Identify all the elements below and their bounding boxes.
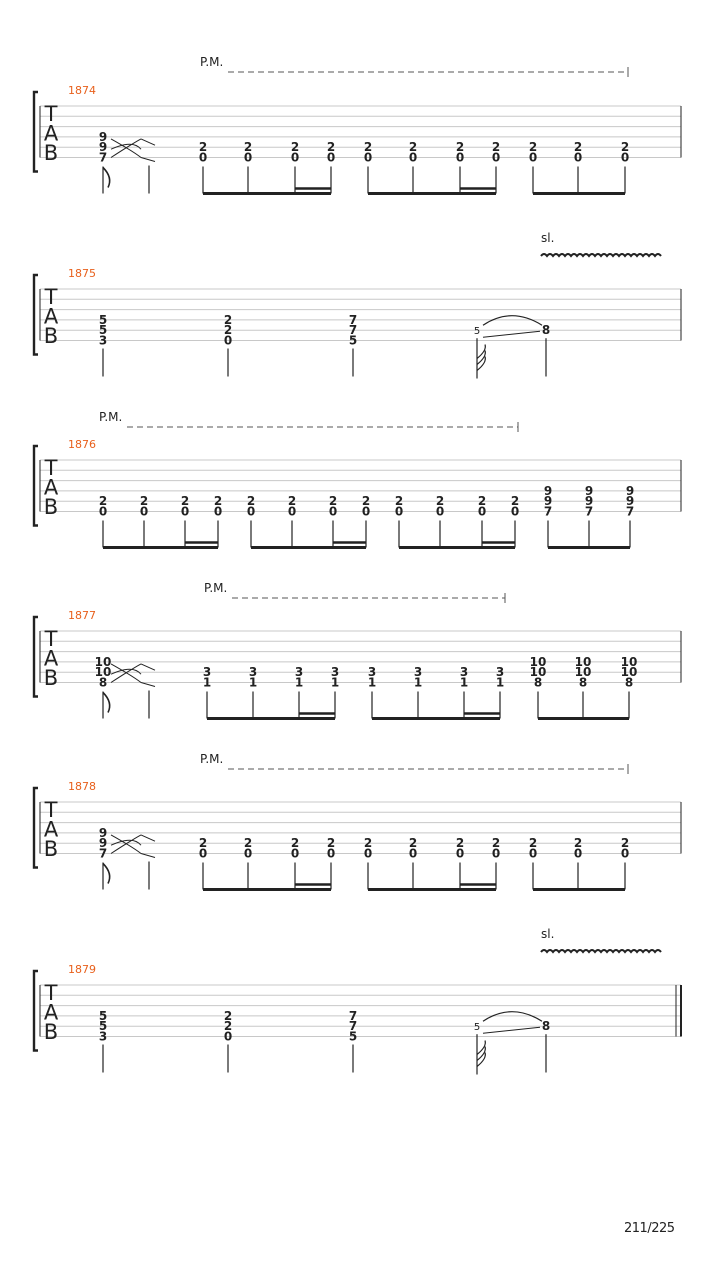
tab-clef-letter: T — [44, 627, 58, 651]
fret-number: 10 — [94, 654, 112, 669]
fret-number: 2 — [180, 494, 190, 509]
fret-number: 2 — [394, 494, 404, 509]
fret-number: 2 — [491, 836, 501, 851]
fret-number: 5 — [473, 326, 481, 338]
fret-number: 9 — [543, 494, 553, 509]
fret-number: 3 — [98, 333, 108, 348]
fret-number: 9 — [543, 483, 553, 498]
tab-clef-letter: B — [43, 666, 59, 690]
fret-number: 0 — [510, 504, 520, 519]
fret-number: 2 — [328, 494, 338, 509]
tab-system — [34, 581, 681, 719]
fret-number: 2 — [223, 1019, 233, 1034]
fret-number: 2 — [243, 836, 253, 851]
slide-tail — [141, 158, 155, 162]
slide-tail — [141, 835, 155, 841]
fret-number: 10 — [574, 654, 592, 669]
fret-number: 7 — [98, 846, 108, 861]
system-bracket — [34, 788, 38, 868]
fret-number: 2 — [455, 836, 465, 851]
fret-number: 8 — [624, 675, 634, 690]
fret-number: 3 — [98, 1029, 108, 1044]
fret-number: 7 — [98, 150, 108, 165]
tab-clef-letter: B — [43, 837, 59, 861]
fret-number: 0 — [361, 504, 371, 519]
measure-number: 1875 — [68, 267, 96, 280]
fret-number: 3 — [294, 665, 304, 680]
fret-number: 8 — [541, 323, 551, 338]
fret-number: 0 — [213, 504, 223, 519]
fret-number: 8 — [541, 1019, 551, 1034]
fret-number: 0 — [198, 846, 208, 861]
fret-number: 2 — [223, 312, 233, 327]
fret-number: 5 — [98, 1008, 108, 1023]
tab-clef-letter: T — [44, 798, 58, 822]
fret-number: 2 — [408, 140, 418, 155]
fret-number: 2 — [528, 836, 538, 851]
slide-tail — [141, 854, 155, 858]
fret-number: 9 — [98, 140, 108, 155]
measure-number: 1878 — [68, 780, 96, 793]
fret-number: 5 — [348, 1029, 358, 1044]
fret-number: 10 — [620, 665, 638, 680]
slide-tail — [141, 139, 155, 145]
fret-number: 2 — [223, 323, 233, 338]
fret-number: 10 — [94, 665, 112, 680]
fret-number: 3 — [367, 665, 377, 680]
fret-number: 2 — [528, 140, 538, 155]
fret-number: 0 — [620, 846, 630, 861]
fret-number: 9 — [98, 836, 108, 851]
fret-number: 10 — [620, 654, 638, 669]
fret-number: 0 — [528, 150, 538, 165]
fret-number: 1 — [248, 675, 258, 690]
measure-number: 1874 — [68, 84, 96, 97]
vibrato-wave — [541, 950, 661, 952]
fret-number: 0 — [573, 150, 583, 165]
fret-number: 7 — [348, 312, 358, 327]
fret-number: 0 — [326, 846, 336, 861]
system-bracket — [34, 617, 38, 697]
tab-system — [34, 927, 681, 1075]
fret-number: 1 — [330, 675, 340, 690]
palm-mute-label: P.M. — [200, 752, 224, 766]
tab-system — [34, 752, 681, 890]
tab-clef-letter: T — [44, 285, 58, 309]
fret-number: 2 — [326, 836, 336, 851]
fret-number: 3 — [495, 665, 505, 680]
fret-number: 7 — [625, 504, 635, 519]
fret-number: 0 — [620, 150, 630, 165]
tab-clef-letter: A — [43, 646, 59, 671]
fret-number: 10 — [574, 665, 592, 680]
fret-number: 9 — [584, 483, 594, 498]
note-flag — [103, 168, 110, 188]
fret-number: 0 — [363, 846, 373, 861]
fret-number: 5 — [98, 312, 108, 327]
tab-system — [34, 410, 681, 548]
fret-number: 2 — [477, 494, 487, 509]
note-flag — [103, 693, 110, 713]
tab-system — [34, 231, 681, 379]
fret-number: 7 — [348, 323, 358, 338]
vibrato-wave — [541, 254, 661, 256]
fret-number: 0 — [290, 150, 300, 165]
tab-clef-letter: A — [43, 304, 59, 329]
tab-clef-letter: B — [43, 495, 59, 519]
fret-number: 0 — [243, 150, 253, 165]
fret-number: 2 — [620, 140, 630, 155]
fret-number: 2 — [510, 494, 520, 509]
fret-number: 9 — [98, 825, 108, 840]
fret-number: 8 — [578, 675, 588, 690]
fret-number: 3 — [202, 665, 212, 680]
palm-mute-label: P.M. — [200, 55, 224, 69]
fret-number: 3 — [248, 665, 258, 680]
tab-clef-letter: B — [43, 141, 59, 165]
measure-number: 1877 — [68, 609, 96, 622]
fret-number: 1 — [459, 675, 469, 690]
fret-number: 9 — [625, 483, 635, 498]
fret-number: 0 — [363, 150, 373, 165]
fret-number: 2 — [287, 494, 297, 509]
fret-number: 2 — [213, 494, 223, 509]
fret-number: 3 — [413, 665, 423, 680]
slur-tie — [483, 1012, 542, 1022]
system-bracket — [34, 275, 38, 355]
fret-number: 7 — [543, 504, 553, 519]
fret-number: 0 — [246, 504, 256, 519]
fret-number: 3 — [330, 665, 340, 680]
slide-line — [483, 331, 540, 337]
fret-number: 0 — [408, 846, 418, 861]
page-number: 211/225 — [624, 1221, 675, 1236]
system-bracket — [34, 446, 38, 526]
fret-number: 0 — [455, 150, 465, 165]
fret-number: 2 — [290, 836, 300, 851]
fret-number: 10 — [529, 665, 547, 680]
fret-number: 2 — [198, 836, 208, 851]
fret-number: 0 — [528, 846, 538, 861]
slur-tie — [483, 316, 542, 326]
fret-number: 9 — [98, 129, 108, 144]
fret-number: 0 — [394, 504, 404, 519]
slide-line — [483, 1027, 540, 1033]
fret-number: 2 — [573, 140, 583, 155]
fret-number: 2 — [243, 140, 253, 155]
fret-number: 0 — [243, 846, 253, 861]
fret-number: 0 — [180, 504, 190, 519]
tab-clef-letter: T — [44, 102, 58, 126]
fret-number: 2 — [455, 140, 465, 155]
tab-clef-letter: A — [43, 121, 59, 146]
fret-number: 2 — [408, 836, 418, 851]
fret-number: 0 — [491, 150, 501, 165]
palm-mute-label: P.M. — [204, 581, 228, 595]
fret-number: 0 — [573, 846, 583, 861]
palm-mute-label: P.M. — [99, 410, 123, 424]
fret-number: 0 — [328, 504, 338, 519]
tab-clef-letter: B — [43, 1020, 59, 1044]
fret-number: 1 — [202, 675, 212, 690]
fret-number: 2 — [361, 494, 371, 509]
fret-number: 0 — [477, 504, 487, 519]
fret-number: 0 — [223, 333, 233, 348]
fret-number: 2 — [139, 494, 149, 509]
fret-number: 2 — [246, 494, 256, 509]
fret-number: 0 — [139, 504, 149, 519]
fret-number: 2 — [620, 836, 630, 851]
fret-number: 0 — [326, 150, 336, 165]
tab-clef-letter: T — [44, 981, 58, 1005]
slide-label: sl. — [541, 231, 555, 245]
fret-number: 3 — [459, 665, 469, 680]
fret-number: 2 — [223, 1008, 233, 1023]
fret-number: 2 — [326, 140, 336, 155]
fret-number: 2 — [363, 140, 373, 155]
fret-number: 2 — [435, 494, 445, 509]
fret-number: 2 — [290, 140, 300, 155]
fret-number: 0 — [290, 846, 300, 861]
fret-number: 0 — [435, 504, 445, 519]
tab-clef-letter: T — [44, 456, 58, 480]
fret-number: 1 — [495, 675, 505, 690]
measure-number: 1876 — [68, 438, 96, 451]
fret-number: 0 — [491, 846, 501, 861]
system-bracket — [34, 92, 38, 172]
fret-number: 7 — [348, 1008, 358, 1023]
fret-number: 2 — [98, 494, 108, 509]
fret-number: 2 — [491, 140, 501, 155]
system-bracket — [34, 971, 38, 1051]
fret-number: 9 — [584, 494, 594, 509]
tab-system — [34, 55, 681, 194]
fret-number: 1 — [413, 675, 423, 690]
fret-number: 0 — [287, 504, 297, 519]
fret-number: 8 — [98, 675, 108, 690]
fret-number: 9 — [625, 494, 635, 509]
fret-number: 0 — [223, 1029, 233, 1044]
tab-clef-letter: A — [43, 1000, 59, 1025]
fret-number: 5 — [98, 323, 108, 338]
fret-number: 2 — [198, 140, 208, 155]
fret-number: 0 — [408, 150, 418, 165]
fret-number: 8 — [533, 675, 543, 690]
fret-number: 0 — [98, 504, 108, 519]
slide-tail — [141, 683, 155, 687]
fret-number: 10 — [529, 654, 547, 669]
fret-number: 0 — [198, 150, 208, 165]
fret-number: 1 — [294, 675, 304, 690]
tab-clef-letter: A — [43, 817, 59, 842]
tab-clef-letter: B — [43, 324, 59, 348]
fret-number: 5 — [98, 1019, 108, 1034]
fret-number: 5 — [473, 1022, 481, 1034]
fret-number: 2 — [363, 836, 373, 851]
fret-number: 1 — [367, 675, 377, 690]
slide-tail — [141, 664, 155, 670]
tab-clef-letter: A — [43, 475, 59, 500]
fret-number: 0 — [455, 846, 465, 861]
note-flag — [103, 864, 110, 884]
fret-number: 7 — [348, 1019, 358, 1034]
slide-label: sl. — [541, 927, 555, 941]
fret-number: 7 — [584, 504, 594, 519]
measure-number: 1879 — [68, 963, 96, 976]
fret-number: 5 — [348, 333, 358, 348]
fret-number: 2 — [573, 836, 583, 851]
